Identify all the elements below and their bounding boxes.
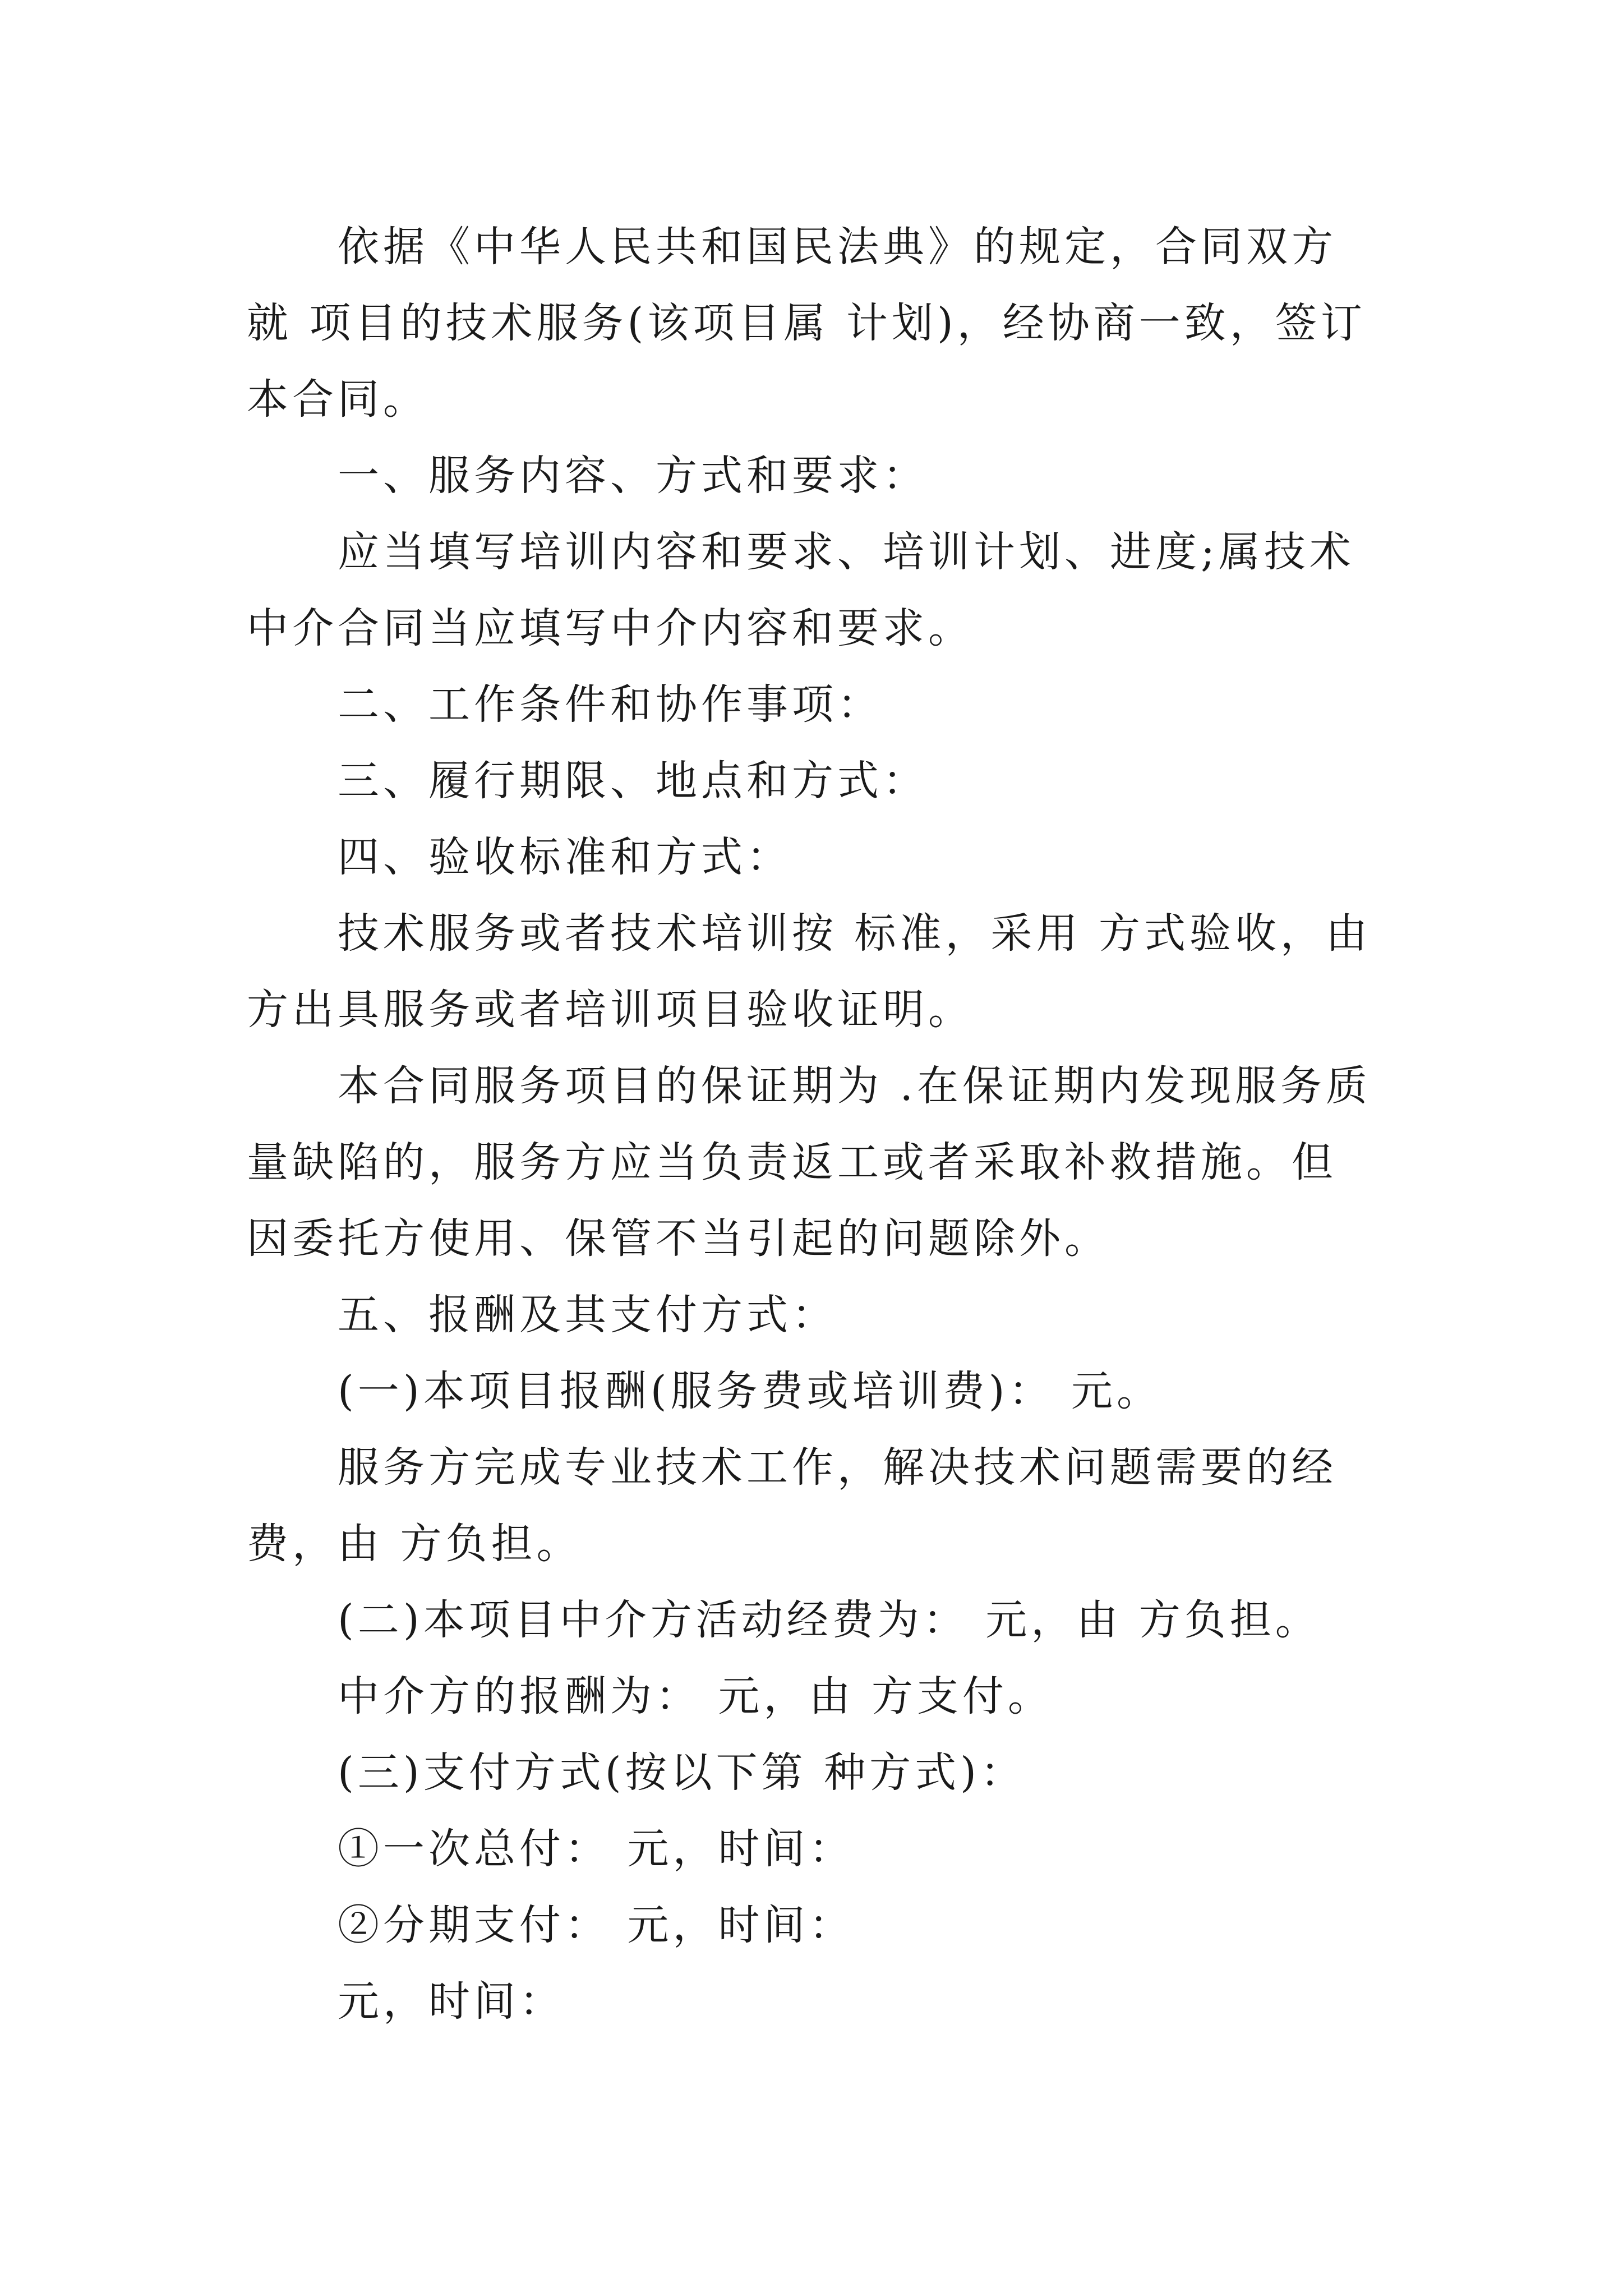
paragraph-warranty: 本合同服务项目的保证期为 .在保证期内发现服务质量缺陷的，服务方应当负责返工或者采取补救措施。但因委托方使用、保管不当引起的问题除外。 (247, 1062, 1372, 1263)
heading-service-content: 一、服务内容、方式和要求： (338, 452, 928, 500)
paragraph-payment-installment-2: 元，时间： (338, 1977, 565, 2026)
heading-work-conditions: 二、工作条件和协作事项： (338, 680, 883, 729)
paragraph-intro: 依据《中华人民共和国民法典》的规定，合同双方就 项目的技术服务(该项目属 计划)，经协商一致，签订本合同。 (247, 223, 1366, 424)
paragraph-acceptance: 技术服务或者技术培训按 标准，采用 方式验收，由 方出具服务或者培训项目验收证明。 (247, 909, 1372, 1034)
paragraph-payment-lump-sum: ①一次总付： 元，时间： (338, 1825, 855, 1873)
heading-acceptance: 四、验收标准和方式： (338, 833, 792, 881)
paragraph-service-content: 应当填写培训内容和要求、培训计划、进度;属技术中介合同当应填写中介内容和要求。 (247, 528, 1355, 652)
paragraph-remuneration-fee: (一)本项目报酬(服务费或培训费)： 元。 (338, 1367, 1163, 1415)
paragraph-intermediary-expenses: (二)本项目中介方活动经费为： 元，由 方负担。 (338, 1596, 1321, 1644)
paragraph-payment-method: (三)支付方式(按以下第 种方式)： (338, 1749, 1026, 1797)
document-body (247, 209, 1380, 2040)
paragraph-intermediary-fee: 中介方的报酬为： 元，由 方支付。 (338, 1672, 1054, 1720)
paragraph-payment-installment: ②分期支付： 元，时间： (338, 1901, 855, 1949)
heading-remuneration: 五、报酬及其支付方式： (338, 1291, 837, 1339)
heading-performance-period: 三、履行期限、地点和方式： (338, 757, 928, 805)
paragraph-remuneration-expenses: 服务方完成专业技术工作，解决技术问题需要的经费，由 方负担。 (247, 1443, 1337, 1568)
